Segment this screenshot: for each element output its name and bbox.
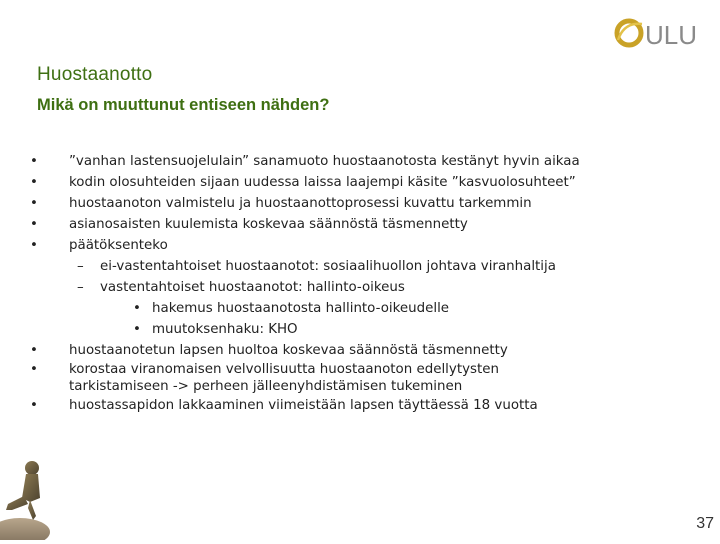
sculpture-photo	[0, 458, 56, 540]
oulu-logo	[612, 12, 708, 52]
page-number: 37	[696, 515, 714, 532]
bullet-mark: •	[30, 362, 38, 377]
bullet-mark: •	[30, 175, 38, 190]
list-item-text: kodin olosuhteiden sijaan uudessa laissa laajempi käsite ”kasvuolosuhteet”	[69, 175, 576, 190]
list-item-text: huostaanotetun lapsen huoltoa koskevaa säännöstä täsmennetty	[69, 343, 508, 358]
list-item-text: päätöksenteko	[69, 238, 168, 253]
list-item-text: tarkistamiseen -> perheen jälleenyhdistämisen tukeminen	[69, 379, 463, 394]
list-item	[30, 395, 700, 416]
bullet-mark: •	[30, 196, 38, 211]
list-item-continuation	[30, 378, 700, 395]
bullet-mark: •	[30, 238, 38, 253]
bullet-list	[30, 151, 700, 416]
oulu-logo-ring-icon	[612, 12, 708, 52]
bullet-mark: •	[30, 154, 38, 169]
bullet-mark: •	[133, 301, 141, 316]
sub-list-item	[30, 277, 700, 298]
list-item-text: ”vanhan lastensuojelulain” sanamuoto huostaanotosta kestänyt hyvin aikaa	[69, 154, 580, 169]
sub-list-item	[30, 256, 700, 277]
bullet-mark: •	[30, 398, 38, 413]
slide-title: Huostaanotto	[37, 64, 153, 85]
list-item	[30, 361, 700, 378]
dash-mark: –	[77, 280, 84, 295]
list-item	[30, 193, 700, 214]
bullet-mark: •	[133, 322, 141, 337]
list-item-text: huostaanoton valmistelu ja huostaanottoprosessi kuvattu tarkemmin	[69, 196, 532, 211]
list-item-text: asianosaisten kuulemista koskevaa säännöstä täsmennetty	[69, 217, 468, 232]
list-item	[30, 151, 700, 172]
dash-mark: –	[77, 259, 84, 274]
sub-sub-list-item-text: muutoksenhaku: KHO	[152, 322, 298, 337]
logo-text: ULU	[645, 20, 698, 50]
slide-subtitle: Mikä on muuttunut entiseen nähden?	[37, 96, 330, 114]
list-item	[30, 340, 700, 361]
sub-sub-list-item	[30, 319, 700, 340]
sub-list-item-text: ei-vastentahtoiset huostaanotot: sosiaalihuollon johtava viranhaltija	[100, 259, 556, 274]
list-item-text: korostaa viranomaisen velvollisuutta huostaanoton edellytysten	[69, 362, 499, 377]
sub-sub-list-item	[30, 298, 700, 319]
list-item	[30, 214, 700, 235]
bullet-mark: •	[30, 217, 38, 232]
sub-sub-list-item-text: hakemus huostaanotosta hallinto-oikeudelle	[152, 301, 450, 316]
list-item-text: huostassapidon lakkaaminen viimeistään lapsen täyttäessä 18 vuotta	[69, 398, 538, 413]
list-item	[30, 172, 700, 193]
sub-list-item-text: vastentahtoiset huostaanotot: hallinto-oikeus	[100, 280, 405, 295]
bullet-mark: •	[30, 343, 38, 358]
list-item	[30, 235, 700, 256]
